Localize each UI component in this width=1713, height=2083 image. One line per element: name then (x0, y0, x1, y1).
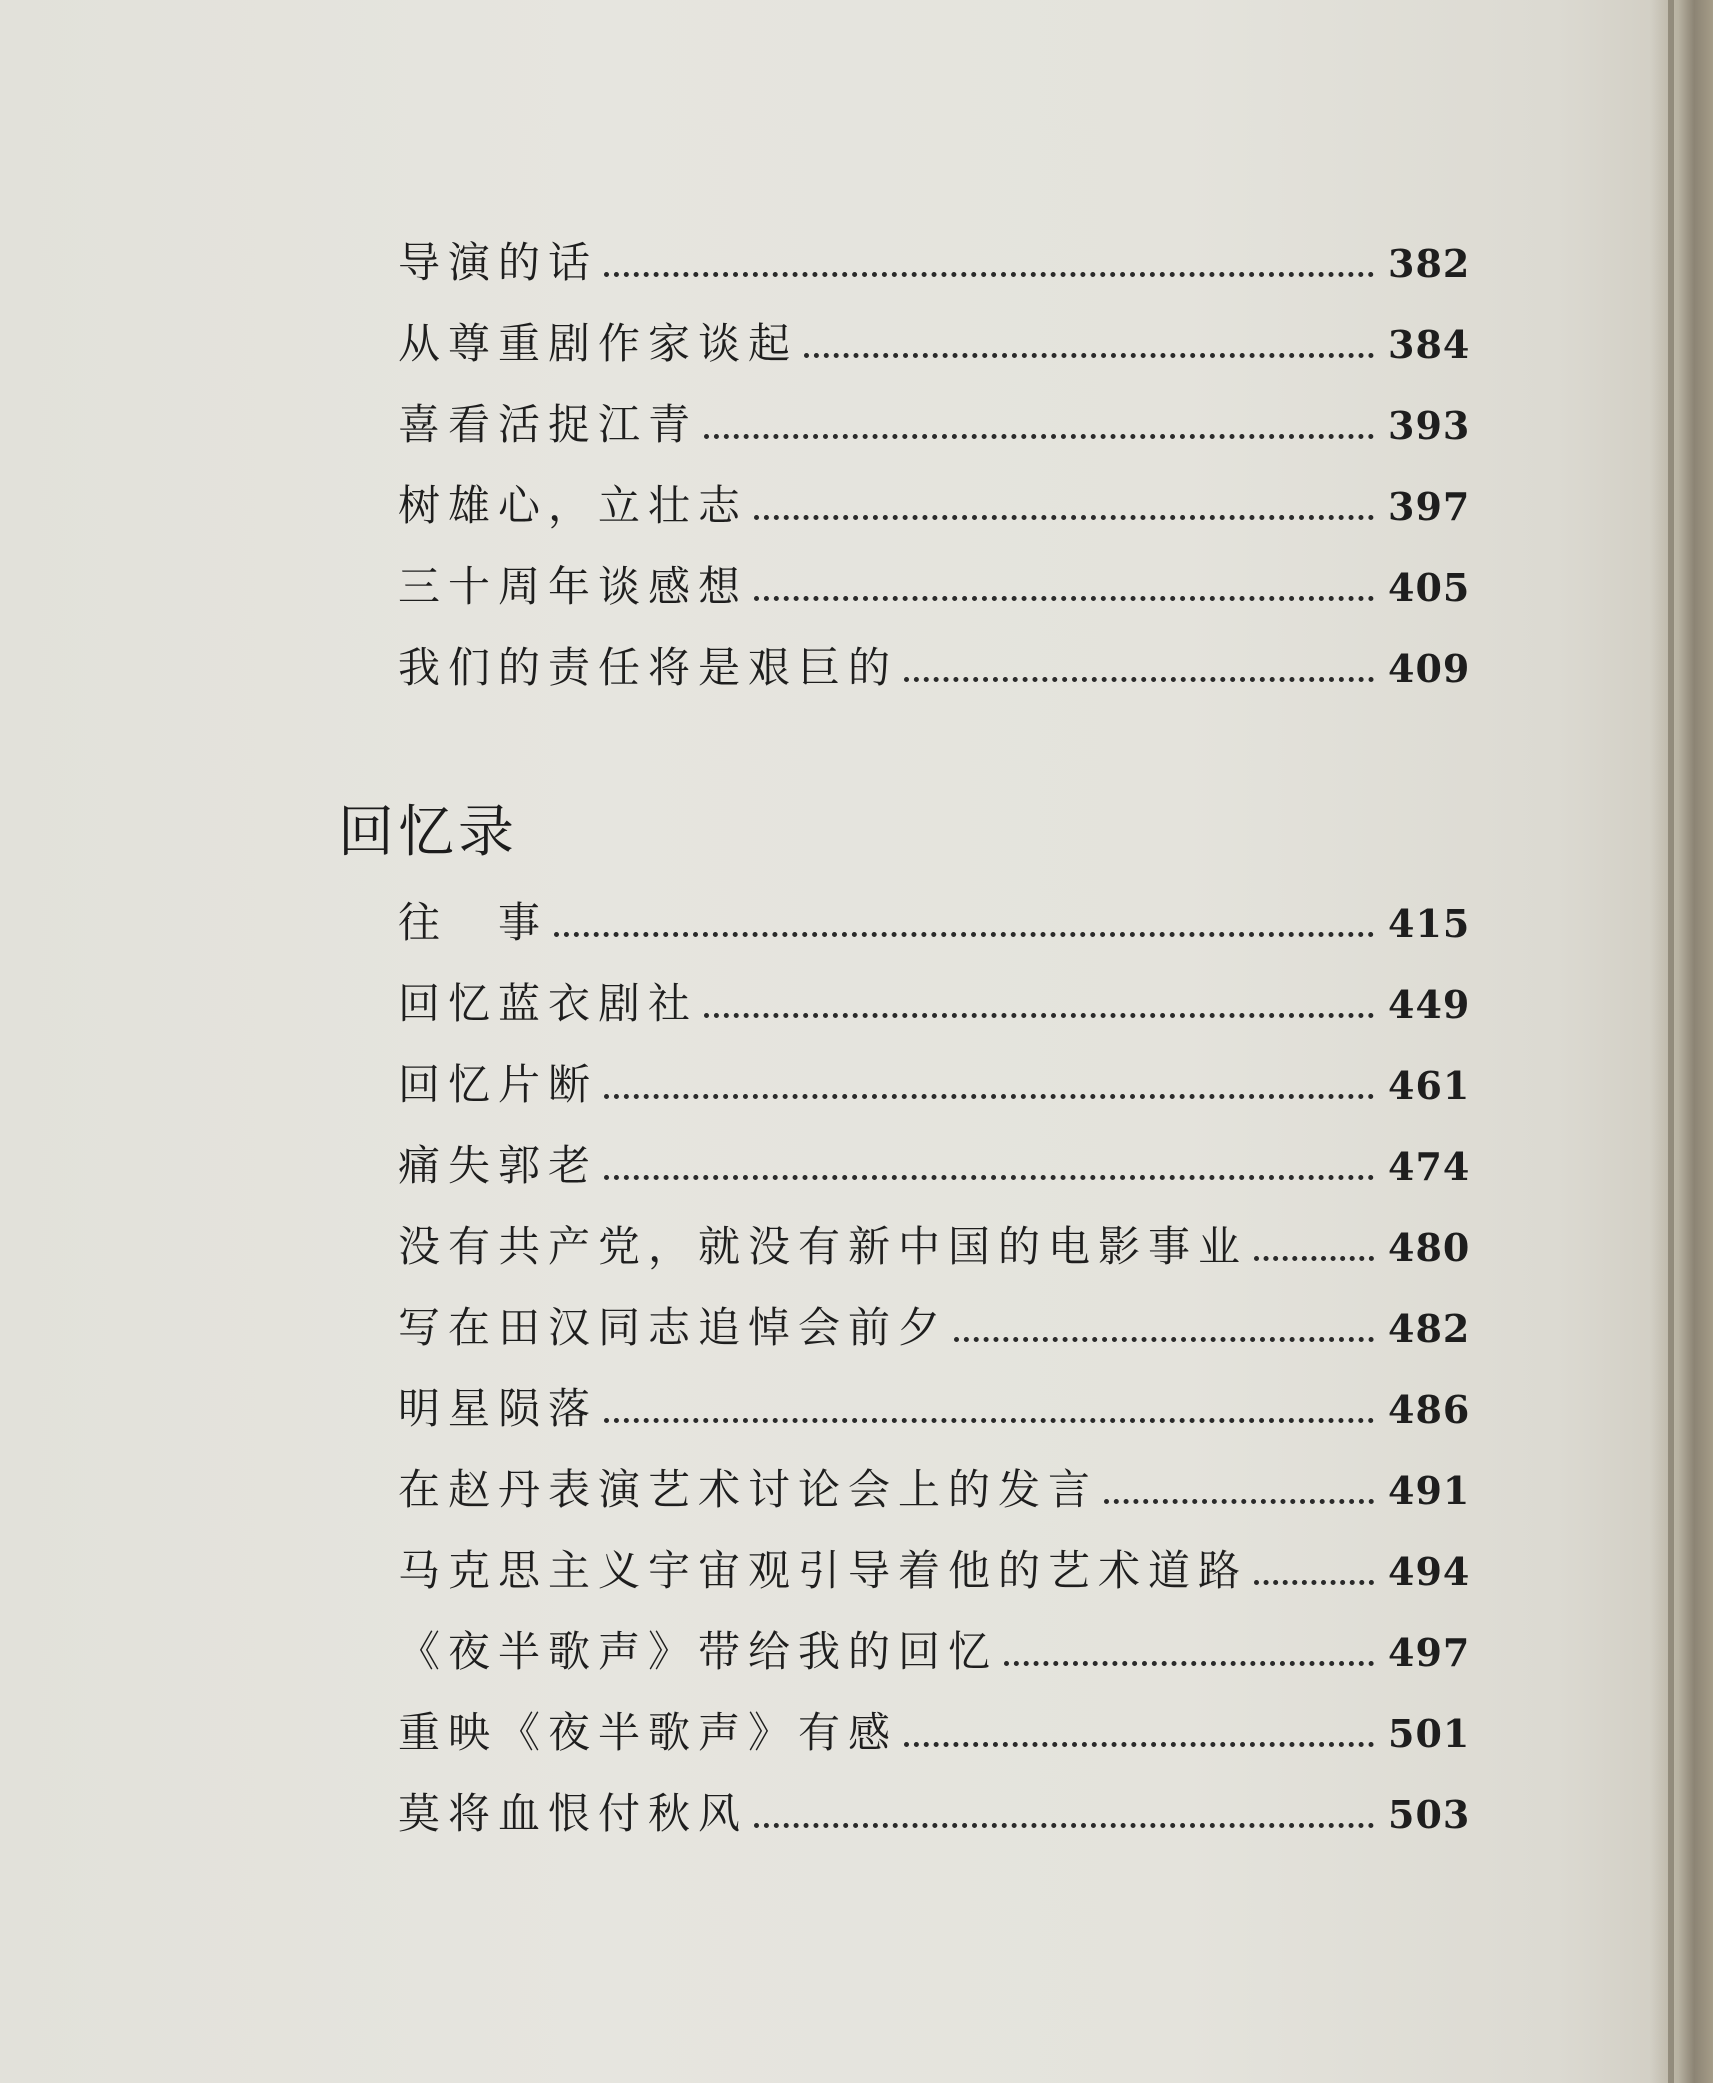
entry-page-number: 393 (1388, 403, 1471, 448)
entry-page-number: 397 (1388, 484, 1471, 529)
dot-leader (1254, 1580, 1374, 1585)
entry-title: 从尊重剧作家谈起 (398, 319, 799, 368)
entry-page-number: 409 (1388, 646, 1471, 691)
entry-page-number: 449 (1388, 982, 1471, 1027)
dot-leader (1004, 1661, 1374, 1666)
entry-title: 回忆蓝衣剧社 (398, 979, 699, 1028)
toc-entry (398, 1781, 1471, 1841)
toc-entry (398, 890, 1471, 950)
entry-title: 重映《夜半歌声》有感 (398, 1708, 899, 1757)
entry-page-number: 486 (1388, 1387, 1471, 1432)
entry-page-number: 497 (1388, 1630, 1471, 1675)
section-heading: 回忆录 (338, 800, 518, 865)
dot-leader (754, 596, 1374, 601)
entry-page-number: 415 (1388, 901, 1471, 946)
entry-title: 三十周年谈感想 (398, 562, 749, 611)
dot-leader (1254, 1256, 1374, 1261)
toc-entry (398, 635, 1471, 695)
entry-page-number: 494 (1388, 1549, 1471, 1594)
entry-page-number: 461 (1388, 1063, 1471, 1108)
toc-entry (398, 1376, 1471, 1436)
dot-leader (754, 1823, 1374, 1828)
entry-page-number: 503 (1388, 1792, 1471, 1837)
dot-leader (604, 272, 1374, 277)
dot-leader (604, 1175, 1374, 1180)
entry-page-number: 501 (1388, 1711, 1471, 1756)
dot-leader (554, 932, 1374, 937)
entry-title: 往 事 (398, 898, 549, 947)
entry-title: 回忆片断 (398, 1060, 599, 1109)
dot-leader (604, 1418, 1374, 1423)
dot-leader (904, 1742, 1374, 1747)
entry-page-number: 474 (1388, 1144, 1471, 1189)
dot-leader (604, 1094, 1374, 1099)
entry-title: 导演的话 (398, 238, 599, 287)
toc-entry (398, 1295, 1471, 1355)
toc-entry (398, 1619, 1471, 1679)
toc-entry (398, 1538, 1471, 1598)
entry-title: 没有共产党，就没有新中国的电影事业 (398, 1222, 1249, 1271)
toc-entry (398, 971, 1471, 1031)
toc-entry (398, 473, 1471, 533)
entry-title: 痛失郭老 (398, 1141, 599, 1190)
toc-entry (398, 311, 1471, 371)
dot-leader (904, 677, 1374, 682)
toc-entry (398, 1457, 1471, 1517)
dot-leader (1104, 1499, 1374, 1504)
entry-title: 喜看活捉江青 (398, 400, 699, 449)
dot-leader (954, 1337, 1374, 1342)
dot-leader (804, 353, 1374, 358)
toc-entry (398, 392, 1471, 452)
dot-leader (704, 1013, 1374, 1018)
dot-leader (754, 515, 1374, 520)
toc-entry (398, 1700, 1471, 1760)
entry-page-number: 480 (1388, 1225, 1471, 1270)
entry-page-number: 382 (1388, 241, 1471, 286)
entry-page-number: 482 (1388, 1306, 1471, 1351)
entry-title: 莫将血恨付秋风 (398, 1789, 749, 1838)
entry-page-number: 491 (1388, 1468, 1471, 1513)
entry-title: 明星陨落 (398, 1384, 599, 1433)
dot-leader (704, 434, 1374, 439)
entry-title: 在赵丹表演艺术讨论会上的发言 (398, 1465, 1099, 1514)
toc-entry (398, 554, 1471, 614)
entry-title: 我们的责任将是艰巨的 (398, 643, 899, 692)
entry-title: 写在田汉同志追悼会前夕 (398, 1303, 949, 1352)
toc-entry (398, 1133, 1471, 1193)
toc-entry (398, 230, 1471, 290)
toc-entry (398, 1214, 1471, 1274)
toc-entry (398, 1052, 1471, 1112)
entry-page-number: 405 (1388, 565, 1471, 610)
entry-title: 《夜半歌声》带给我的回忆 (398, 1627, 999, 1676)
entry-title: 树雄心，立壮志 (398, 481, 749, 530)
entry-page-number: 384 (1388, 322, 1471, 367)
entry-title: 马克思主义宇宙观引导着他的艺术道路 (398, 1546, 1249, 1595)
